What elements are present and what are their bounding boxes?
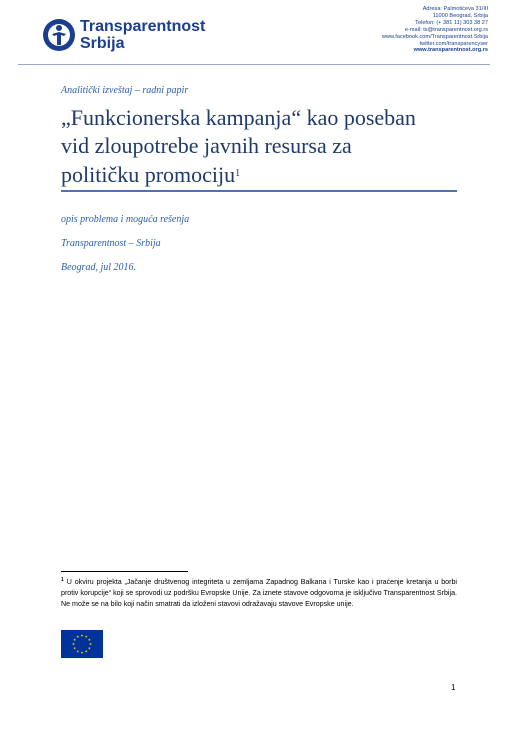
footnote: [61, 575, 457, 610]
eu-flag-icon: [61, 630, 103, 658]
document-title: [61, 104, 441, 189]
title-divider: [61, 190, 457, 192]
header-divider: [18, 64, 490, 65]
contact-facebook: www.facebook.com/Transparentnost.Srbija: [381, 33, 488, 40]
organization-logo: [42, 14, 242, 58]
contact-city: 11000 Beograd, Srbija: [432, 12, 488, 19]
footnote-number: 1: [61, 577, 64, 583]
page-number: 1: [451, 683, 456, 692]
document-organization: Transparentnost – Srbija: [61, 238, 161, 249]
title-line-2: vid zloupotrebe javnih resursa za: [61, 133, 352, 158]
title-line-1: „Funkcionerska kampanja“ kao poseban: [61, 105, 416, 130]
transparency-logo-icon: [42, 18, 76, 52]
document-date: Beograd, jul 2016.: [61, 262, 136, 273]
contact-phone: Telefon: (+ 381 11) 303 38 27: [415, 19, 488, 26]
footnote-text: U okviru projekta „Jačanje društvenog integriteta u zemljama Zapadnog Balkana i Turske kao i praćenje kretanja u borbi protiv korupcije“ koji se sprovodi uz podršku Evropske Unije. Za iznete stavove odgovorna je isključivo Transparentnost Srbija. Ne može se na bilo koji način smatrati da izloženi stavovi odražavaju stavove Evropske unije.: [61, 578, 457, 608]
contact-website: www.transparentnost.org.rs: [413, 47, 488, 54]
document-type: Analitički izveštaj – radni papir: [61, 85, 189, 96]
title-footnote-ref: 1: [235, 168, 241, 179]
logo-title-line1: Transparentnost: [80, 18, 206, 35]
title-line-3: političku promociju: [61, 162, 236, 187]
document-subtitle: opis problema i moguća rešenja: [61, 214, 190, 225]
flag-caption-mark: .: [61, 660, 63, 665]
contact-email: e-mail: ts@transparentnost.org.rs: [404, 26, 488, 33]
contact-address: Adresa: Palmotićeva 31/III: [422, 6, 488, 12]
logo-title-line2: Srbija: [80, 35, 125, 52]
contact-info: [318, 6, 488, 54]
footnote-divider: [61, 571, 188, 572]
contact-twitter: twitter.com/transparencyser: [419, 40, 488, 47]
